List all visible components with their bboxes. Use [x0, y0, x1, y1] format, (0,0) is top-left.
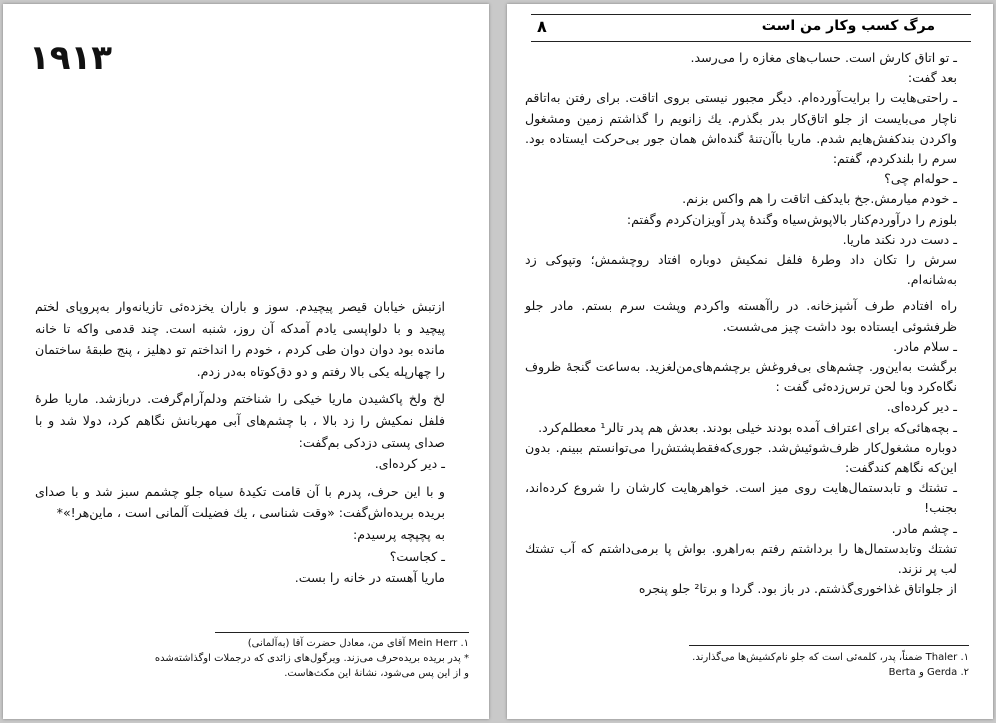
dialogue-line: ـ دیر کرده‌ای.	[886, 399, 957, 415]
paragraph: و با این حرف، پدرم با آن قامت تکیدهٔ سیاه جلو چشمم سبز شد و با صدای بریده بریده‌اش‌گفت: «وقت شناسی ، یك فضیلت آلمانی است ، ماین‌هر!»*	[35, 483, 445, 521]
right-page	[507, 4, 993, 719]
footnote: ۲. Gerda و Berta	[888, 667, 969, 678]
left-body-text	[35, 296, 467, 589]
footnote: * پدر بریده بریده‌حرف می‌زند. ویرگول‌های زائدی که درجملات اوگذاشته‌شده	[154, 653, 469, 664]
paragraph: از جلواتاق غذاخوری‌گذشتم. در باز بود. گردا و برتا² جلو پنجره	[638, 581, 957, 597]
paragraph: بعد گفت:	[907, 70, 957, 86]
right-footnotes	[692, 650, 969, 680]
paragraph: لخ ولخ پاکشیدن ماریا خیکی را شناختم ودلم‌آرام‌گرفت. دربازشد. ماریا طرهٔ فلفل نمکیش را زد بالا ، با چشم‌های آبی مهربانش نگاهم کرد، دولا شد و با صدای پستی دزدکی بم‌گفت:	[35, 391, 445, 450]
footnote-divider	[689, 645, 969, 646]
dialogue-line: ـ تشتك و تابدستمال‌هایت روی میز است. خواهرهایت کارشان را شروع کرده‌اند، بجنب!	[525, 480, 957, 516]
dialogue-line: ـ چشم مادر.	[891, 520, 957, 536]
dialogue-line: ـ راحتی‌هایت را برایت‌آورده‌ام. دیگر مجبور نیستی بروی اتاقت. برای رفتن به‌اتاقم ناچار می‌بایست از جلو اتاق‌کار بدر بگذرم. یك زانویم را گذاشتم زمین ومشغول واکردن بندکفش‌هایم شدم. ماریا باآن‌تنهٔ گنده‌اش همان جور بی‌حرکت ایستاده بود. سرم را بلندکردم، گفتم:	[525, 90, 957, 167]
dialogue-line: ـ سلام مادر.	[893, 338, 957, 354]
running-title: مرگ کسب وکار من است	[761, 18, 935, 34]
left-footnotes	[154, 636, 469, 681]
right-body-text	[525, 48, 973, 599]
page-number: ۸	[537, 17, 547, 36]
paragraph: ماریا آهسته در خانه را بست.	[294, 570, 445, 586]
paragraph: به پچپچه پرسیدم:	[352, 526, 445, 542]
paragraph: تشتك وتابدستمال‌ها را برداشتم رفتم به‌راهرو. بواش پا برمی‌داشتم که آب تشتك لب‌ پر نزند.	[525, 540, 957, 577]
dialogue-line: ـ بچه‌هائی‌که برای اعتراف آمده بودند خیلی بودند. بعدش هم پدر تالر¹ معطلم‌کرد.	[538, 419, 957, 435]
paragraph: راه افتادم طرف آشپزخانه. در راآهسته واکردم وپشت سرم بستم. مادر جلو ظرفشوئی ایستاده بود داشت چیز می‌شست.	[525, 298, 957, 334]
dialogue-line: ـ حوله‌ام چی؟	[884, 171, 957, 187]
running-header	[531, 14, 971, 42]
footnote-divider	[215, 632, 469, 633]
dialogue-line: ـ تو اتاق کارش است. حساب‌های مغازه را می‌رسد.	[690, 50, 957, 65]
footnote: و از این پس می‌شود، نشانهٔ این مکث‌هاست.	[284, 668, 469, 679]
chapter-year: ۱۹۱۳	[29, 38, 113, 78]
paragraph: برگشت به‌این‌ور. چشم‌های بی‌فروغش برچشم‌های‌من‌لغزید. به‌ساعت گنجهٔ ظروف نگاه‌کرد وبا لحن ترس‌زده‌ئی گفت :	[525, 359, 957, 395]
dialogue-line: ـ خودم میارمش.جخ بایدکف اتاقت را هم واکس بزنم.	[682, 191, 957, 207]
paragraph: سرش را تکان داد وطرهٔ فلفل نمکیش دوباره افتاد روچشمش؛ وتپوکی زد به‌شانه‌ام.	[525, 252, 957, 288]
dialogue-line: ـ دست درد نکند ماریا.	[842, 231, 957, 247]
left-page	[3, 4, 489, 719]
paragraph: ازتبش خیابان قیصر پیچیدم. سوز و باران یخزده‌ئی تازیانه‌وار به‌پروپای لختم پیچید و با دلواپسی یادم آمدکه آن روز، شنبه است. چند قدمی واکه تا خانه مانده بود دوان دوان طی کردم ، خودم را انداختم تو دهلیز ، پنج طبقهٔ ساختمان را چهارپله یکی بالا رفتم و دو دق‌کوتاه به‌در زدم.	[35, 299, 445, 379]
paragraph: بلوزم را درآوردم‌کنار بالاپوش‌سیاه وگندهٔ پدر آویزان‌کردم وگفتم:	[626, 211, 957, 227]
footnote: ۱. Thaler ضمناً، پدر، کلمه‌ئی است که جلو نام‌کشیش‌ها می‌گذارند.	[692, 652, 969, 663]
footnote: ۱. Mein Herr آقای من، معادل حضرت آقا (به‌آلمانی)	[247, 638, 469, 649]
dialogue-line: ـ دیر کرده‌ای.	[374, 456, 445, 472]
paragraph: دوباره مشغول‌کار ظرف‌شوئیش‌شد. جوری‌که‌فقط‌پشتش‌را می‌توانستم ببینم. بدون این‌که نگاهم کند‌گفت:	[525, 439, 957, 476]
dialogue-line: ـ کجاست؟	[389, 548, 445, 564]
